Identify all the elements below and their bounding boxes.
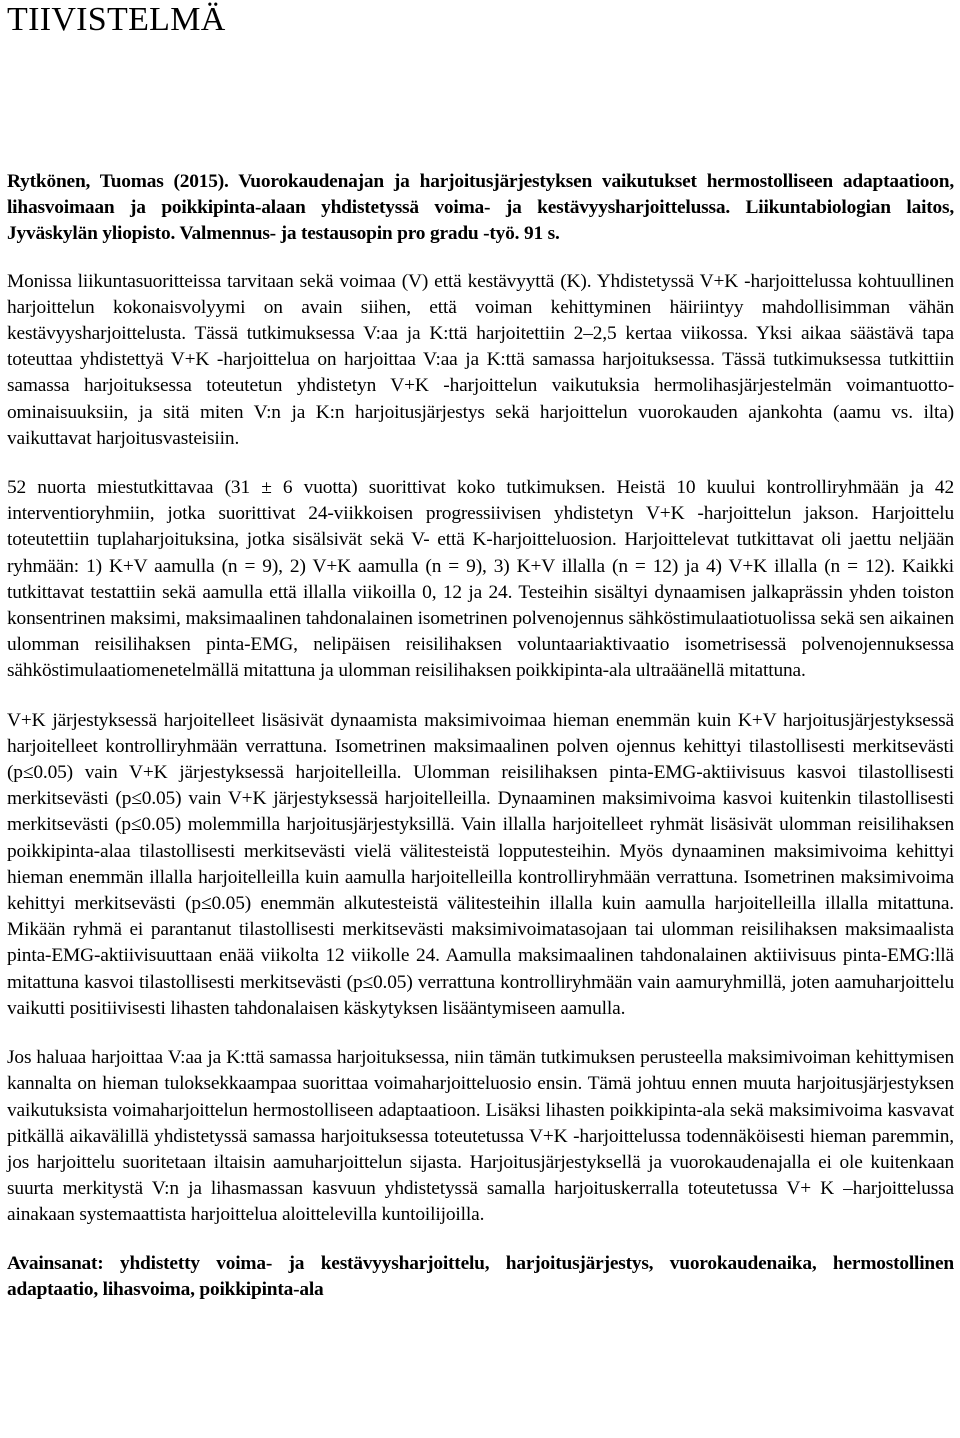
abstract-paragraph-1: Monissa liikuntasuoritteissa tarvitaan sekä voimaa (V) että kestävyyttä (K). Yhdistetyssä V+K -harjoittelussa kohtuullinen harjoittelun kokonaisvolyymi on avain siihen, että voiman kehittyminen häiriintyy mahdollisimman vähän kestävyysharjoittelusta. Tässä tutkimuksessa V:aa ja K:ttä harjoitettiin 2–2,5 kertaa viikossa. Yksi aikaa säästävä tapa toteuttaa yhdistettyä V+K -harjoittelua on harjoittaa V:aa ja K:ttä samassa harjoituksessa. Tässä tutkimuksessa tutkittiin samassa harjoituksessa toteutetun yhdistetyn V+K -harjoittelun vaikutuksia hermolihasjärjestelmän voimantuotto-ominaisuuksiin, ja sitä miten V:n ja K:n harjoitusjärjestys sekä harjoittelun vuorokauden ajankohta (aamu vs. ilta) vaikuttavat harjoitusvasteisiin.	[7, 270, 954, 449]
page-title: TIIVISTELMÄ	[7, 1, 226, 38]
abstract-paragraph-4: Jos haluaa harjoittaa V:aa ja K:ttä samassa harjoituksessa, niin tämän tutkimuksen perusteella maksimivoiman kehittymisen kannalta on hieman tuloksekkaampaa suorittaa voimaharjoitteluosio ensin. Tämä johtuu ennen muuta harjoitusjärjestyksen vaikutuksista voimaharjoittelun hermostolliseen adaptaatioon. Lisäksi lihasten poikkipinta-ala sekä maksimivoima kasvavat pitkällä aikavälillä yhdistetyssä samassa harjoituksessa toteutetussa V+K -harjoittelussa todennäköisesti hieman paremmin, jos harjoittelu suoritetaan iltaisin aamuharjoittelun sijasta. Harjoitusjärjestyksellä ja vuorokaudenajalla ei ole kuitenkaan suurta merkitystä V:n ja lihasmassan kasvuun yhdistetyssä samalla harjoituskerralla toteutetussa V+ K –harjoittelussa ainakaan systemaattista harjoittelua aloittelevilla kuntoilijoilla.	[7, 1047, 954, 1226]
abstract-paragraph-2: 52 nuorta miestutkittavaa (31 ± 6 vuotta) suorittivat koko tutkimuksen. Heistä 10 kuului kontrolliryhmään ja 42 interventioryhmiin, jotka suorittivat 24-viikkoisen progressiivisen yhdistetyn V+K -harjoittelun jakson. Harjoittelu toteutettiin tuplaharjoituksina, jotka sisälsivät sekä V- että K-harjoitteluosion. Harjoittelevat tutkittavat oli jaettu neljään ryhmään: 1) K+V aamulla (n = 9), 2) V+K aamulla (n = 9), 3) K+V illalla (n = 12) ja 4) V+K illalla (n = 12). Kaikki tutkittavat testattiin sekä aamulla että illalla viikoilla 0, 12 ja 24. Testeihin sisältyi dynaamisen jalkaprässin yhden toiston konsentrinen maksimi, maksimaalinen tahdonalainen isometrinen polvenojennus sähköstimulaatiotuolissa sekä sen aikainen ulomman reisilihaksen pinta-EMG, nelipäisen reisilihaksen voluntaariaktivaatio isometrisessä polvenojennuksessa sähköstimulaatiomenetelmällä mitattuna ja ulomman reisilihaksen poikkipinta-ala ultraäänellä mitattuna.	[7, 477, 954, 682]
abstract-paragraph-3: V+K järjestyksessä harjoitelleet lisäsivät dynaamista maksimivoimaa hieman enemmän kuin K+V harjoitusjärjestyksessä harjoitelleet kontrolliryhmään verrattuna. Isometrinen maksimaalinen polven ojennus kehittyi tilastollisesti merkitsevästi (p≤0.05) vain V+K järjestyksessä harjoitelleilla. Ulomman reisilihaksen pinta-EMG-aktiivisuus kasvoi tilastollisesti merkitsevästi (p≤0.05) vain V+K järjestyksessä harjoitelleilla. Dynaaminen maksimivoima kasvoi kuitenkin tilastollisesti merkitsevästi (p≤0.05) molemmilla harjoitusjärjestyksillä. Vain illalla harjoitelleet ryhmät lisäsivät ulomman reisilihaksen poikkipinta-alaa tilastollisesti merkitsevästi vielä välitesteistä lopputesteihin. Myös dynaaminen maksimivoima kehittyi hieman enemmän illalla harjoitelleilla kuin aamulla harjoitelleilla kontrolliryhmään verrattuna. Isometrinen maksimivoima kehittyi merkitsevästi (p≤0.05) enemmän alkutesteistä välitesteihin illalla kuin aamulla harjoitelleilla illalla mitattuna. Mikään ryhmä ei parantanut tilastollisesti merkitsevästi maksimivoimatasojaan tai ulomman reisilihaksen maksimaalista pinta-EMG-aktiivisuuttaan enää viikolta 12 viikolle 24. Aamulla maksimaalinen tahdonalainen aktiivisuus pinta-EMG:llä mitattuna kasvoi tilastollisesti merkitsevästi (p≤0.05) verrattuna kontrolliryhmään vain aamuryhmillä, joten aamuharjoittelu vaikutti positiivisesti lihasten tahdonalaisen käskytyksen lisääntymiseen aamulla.	[7, 709, 954, 1019]
citation: Rytkönen, Tuomas (2015). Vuorokaudenajan ja harjoitusjärjestyksen vaikutukset hermostolliseen adaptaatioon, lihasvoimaan ja poikkipinta-alaan yhdistetyssä voima- ja kestävyysharjoittelussa. Liikuntabiologian laitos, Jyväskylän yliopisto. Valmennus- ja testausopin pro gradu -työ. 91 s.	[7, 171, 954, 245]
keywords: Avainsanat: yhdistetty voima- ja kestävyysharjoittelu, harjoitusjärjestys, vuorokaudenaika, hermostollinen adaptaatio, lihasvoima, poikkipinta-ala	[7, 1252, 954, 1300]
